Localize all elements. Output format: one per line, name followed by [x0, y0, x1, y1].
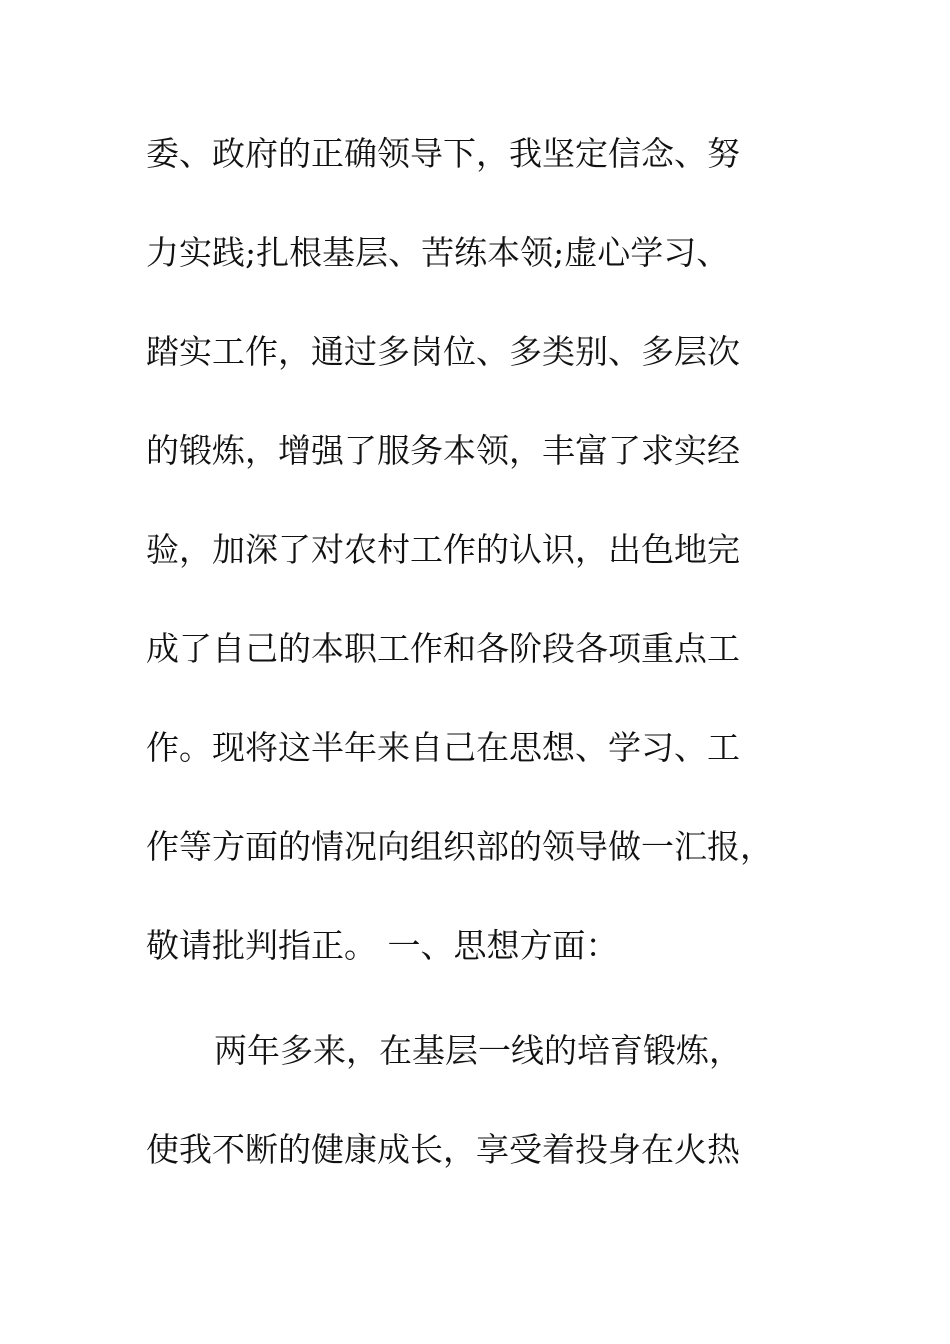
text-line-7: 作。现将这半年来自己在思想、学习、工: [146, 728, 740, 767]
text-line-9: 敬请批判指正。 一、思想方面：: [146, 926, 619, 965]
text-line-5: 验，加深了对农村工作的认识，出色地完: [146, 530, 740, 569]
text-line-6: 成了自己的本职工作和各阶段各项重点工: [146, 629, 740, 668]
text-line-8: 作等方面的情况向组织部的领导做一汇报，: [146, 827, 773, 866]
text-line-4: 的锻炼，增强了服务本领，丰富了求实经: [146, 431, 740, 470]
paragraph-start-line: 两年多来，在基层一线的培育锻炼，: [214, 1031, 742, 1070]
text-line-11: 使我不断的健康成长，享受着投身在火热: [146, 1130, 740, 1169]
text-line-1: 委、政府的正确领导下，我坚定信念、努: [146, 134, 740, 173]
text-line-2: 力实践;扎根基层、苦练本领;虚心学习、: [146, 233, 730, 272]
text-line-3: 踏实工作，通过多岗位、多类别、多层次: [146, 332, 740, 371]
